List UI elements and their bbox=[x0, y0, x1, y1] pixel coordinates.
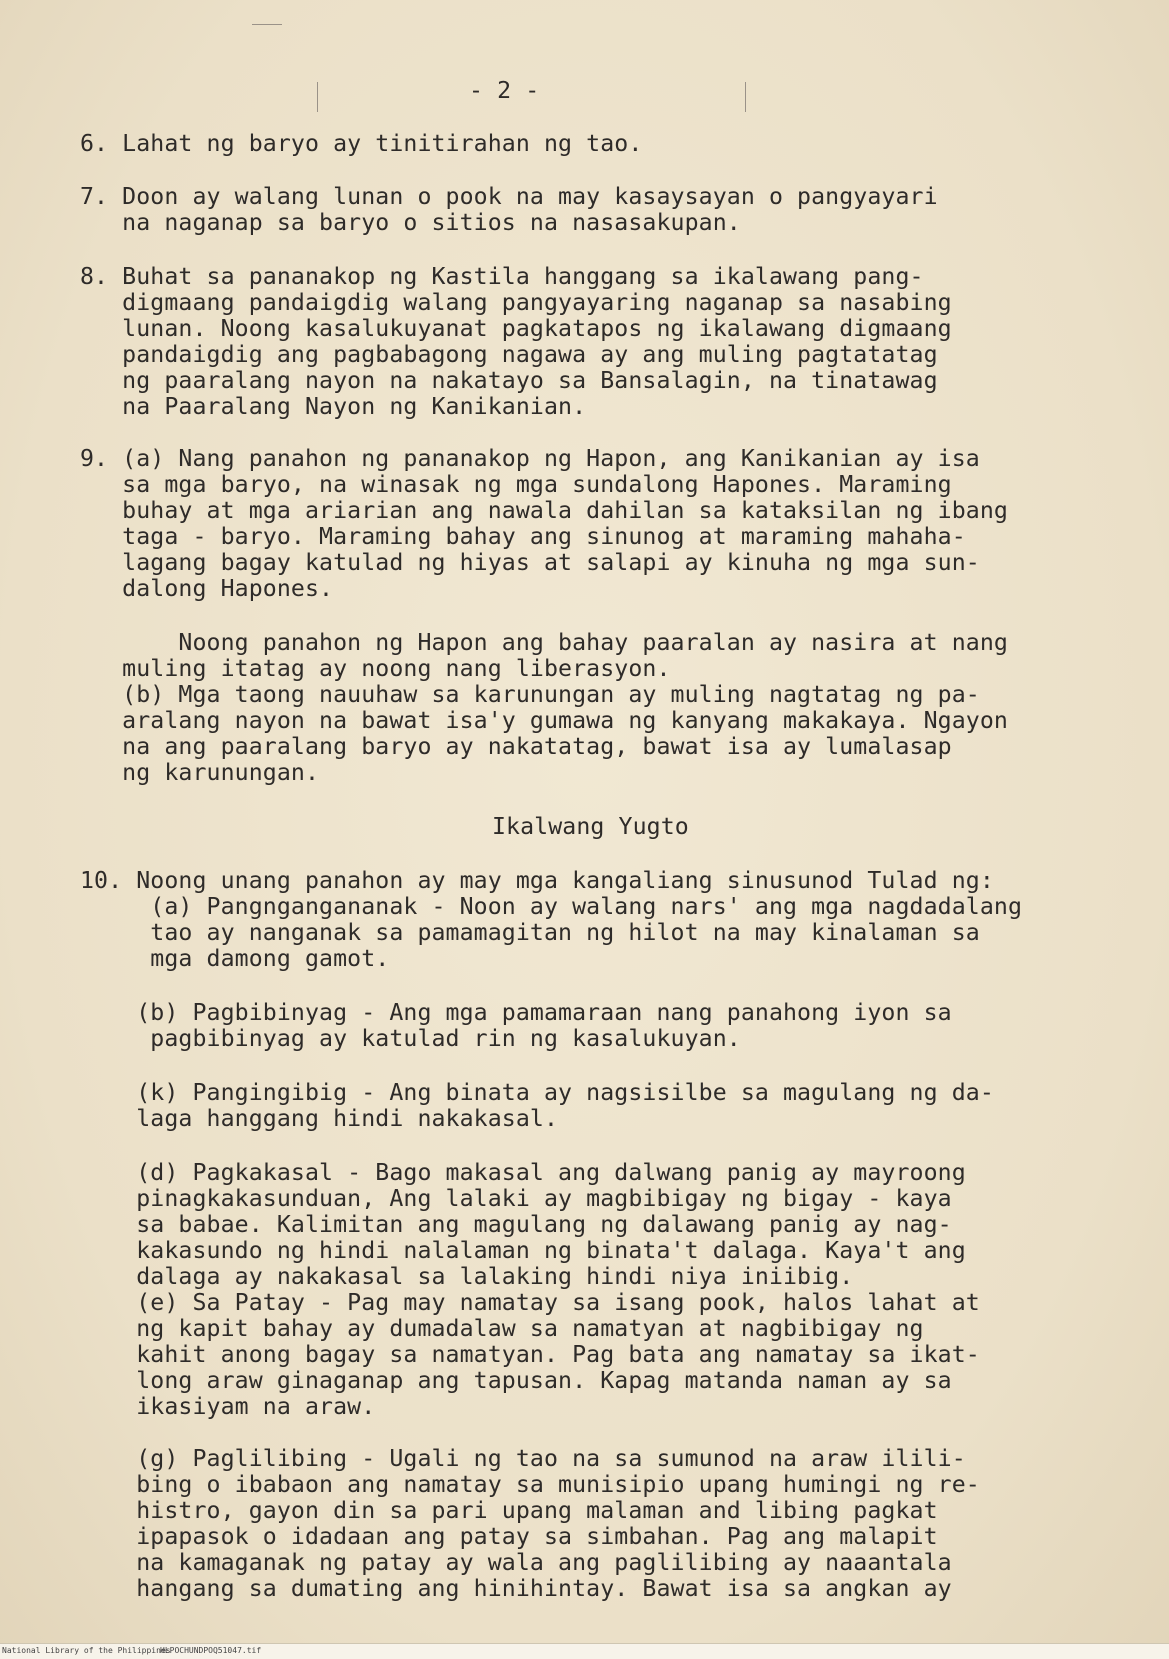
item-10d-line: long araw ginaganap ang tapusan. Kapag matanda naman ay sa bbox=[80, 1367, 952, 1394]
item-8-line: 8. Buhat sa pananakop ng Kastila hanggang sa ikalawang pang- bbox=[80, 263, 924, 290]
item-9-paragraph-line: ng karunungan. bbox=[80, 759, 320, 786]
scan-mark bbox=[317, 82, 318, 112]
item-10d-line: ng kapit bahay ay dumadalaw sa namatyan at nagbibigay ng bbox=[80, 1315, 924, 1342]
item-10k-line: laga hanggang hindi nakakasal. bbox=[80, 1105, 559, 1132]
scan-mark bbox=[745, 82, 746, 112]
scan-footer bbox=[0, 1643, 1169, 1659]
item-7-line: na naganap sa baryo o sitios na nasasakupan. bbox=[80, 209, 741, 236]
page-number: - 2 - bbox=[469, 77, 540, 104]
item-10b-line: (b) Pagbibinyag - Ang mga pamamaraan nang panahong iyon sa bbox=[80, 999, 952, 1026]
item-10k-line: (k) Pangingibig - Ang binata ay nagsisilbe sa magulang ng da- bbox=[80, 1079, 994, 1106]
item-10d-line: ikasiyam na araw. bbox=[80, 1393, 376, 1420]
item-10d-line: (d) Pagkakasal - Bago makasal ang dalwang panig ay mayroong bbox=[80, 1159, 966, 1186]
item-8-line: lunan. Noong kasalukuyanat pagkatapos ng ikalawang digmaang bbox=[80, 315, 952, 342]
item-10-line: mga damong gamot. bbox=[80, 945, 390, 972]
item-9-paragraph-line: aralang nayon na bawat isa'y gumawa ng kanyang makakaya. Ngayon bbox=[80, 707, 1008, 734]
item-9-paragraph-line: muling itatag ay noong nang liberasyon. bbox=[80, 655, 671, 682]
item-9a-line: buhay at mga ariarian ang nawala dahilan sa kataksilan ng ibang bbox=[80, 497, 1008, 524]
item-10d-line: kakasundo ng hindi nalalaman ng binata't dalaga. Kaya't ang bbox=[80, 1237, 966, 1264]
item-8-line: na Paaralang Nayon ng Kanikanian. bbox=[80, 393, 587, 420]
item-9a-line: taga - baryo. Maraming bahay ang sinunog at maraming mahaha- bbox=[80, 523, 966, 550]
section-heading: Ikalwang Yugto bbox=[492, 813, 689, 840]
item-10d-line: pinagkakasunduan, Ang lalaki ay magbibigay ng bigay - kaya bbox=[80, 1185, 952, 1212]
scan-mark bbox=[252, 24, 282, 25]
item-8-line: pandaigdig ang pagbabagong nagawa ay ang muling pagtatatag bbox=[80, 341, 938, 368]
item-10-line: 10. Noong unang panahon ay may mga kangaliang sinusunod Tulad ng: bbox=[80, 867, 994, 894]
item-10-line: tao ay nanganak sa pamamagitan ng hilot na may kinalaman sa bbox=[80, 919, 980, 946]
item-9-paragraph-line: (b) Mga taong nauuhaw sa karunungan ay muling nagtatag ng pa- bbox=[80, 681, 980, 708]
item-10g-line: bing o ibabaon ang namatay sa munisipio upang humingi ng re- bbox=[80, 1471, 980, 1498]
item-10d-line: dalaga ay nakakasal sa lalaking hindi niya iniibig. bbox=[80, 1263, 854, 1290]
item-10g-line: ipapasok o idadaan ang patay sa simbahan. Pag ang malapit bbox=[80, 1523, 938, 1550]
item-10g-line: (g) Paglilibing - Ugali ng tao na sa sumunod na araw ilili- bbox=[80, 1445, 966, 1472]
item-10d-line: (e) Sa Patay - Pag may namatay sa isang pook, halos lahat at bbox=[80, 1289, 980, 1316]
item-10g-line: na kamaganak ng patay ay wala ang paglilibing ay naaantala bbox=[80, 1549, 952, 1576]
item-10d-line: sa babae. Kalimitan ang magulang ng dalawang panig ay nag- bbox=[80, 1211, 952, 1238]
item-9-paragraph-line: na ang paaralang baryo ay nakatatag, bawat isa ay lumalasap bbox=[80, 733, 952, 760]
item-10b-line: pagbibinyag ay katulad rin ng kasalukuyan. bbox=[80, 1025, 741, 1052]
item-10-line: (a) Pangngangananak - Noon ay walang nars' ang mga nagdadalang bbox=[80, 893, 1023, 920]
item-9a-line: dalong Hapones. bbox=[80, 575, 334, 602]
item-10d-line: kahit anong bagay sa namatyan. Pag bata ang namatay sa ikat- bbox=[80, 1341, 980, 1368]
item-9a-line: 9. (a) Nang panahon ng pananakop ng Hapon, ang Kanikanian ay isa bbox=[80, 445, 980, 472]
item-9a-line: sa mga baryo, na winasak ng mga sundalong Hapones. Maraming bbox=[80, 471, 952, 498]
item-9-paragraph-line: Noong panahon ng Hapon ang bahay paaralan ay nasira at nang bbox=[80, 629, 1008, 656]
library-credit: National Library of the Philippines bbox=[2, 1646, 171, 1655]
item-6: 6. Lahat ng baryo ay tinitirahan ng tao. bbox=[80, 130, 643, 157]
item-9a-line: lagang bagay katulad ng hiyas at salapi ay kinuha ng mga sun- bbox=[80, 549, 980, 576]
item-10g-line: histro, gayon din sa pari upang malaman and libing pagkat bbox=[80, 1497, 938, 1524]
scan-file-id: HLPOCHUNDPOQ51047.tif bbox=[160, 1646, 262, 1655]
item-8-line: ng paaralang nayon na nakatayo sa Bansalagin, na tinatawag bbox=[80, 367, 938, 394]
item-7-line: 7. Doon ay walang lunan o pook na may kasaysayan o pangyayari bbox=[80, 183, 938, 210]
item-10g-line: hangang sa dumating ang hinihintay. Bawat isa sa angkan ay bbox=[80, 1575, 952, 1602]
item-8-line: digmaang pandaigdig walang pangyayaring naganap sa nasabing bbox=[80, 289, 952, 316]
